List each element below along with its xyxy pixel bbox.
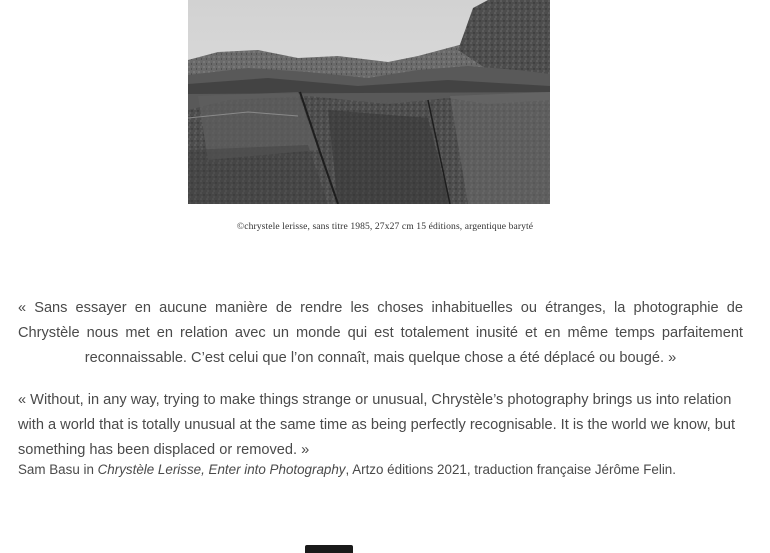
book-title: Chrystèle Lerisse, Enter into Photography xyxy=(97,462,346,477)
quote-french: « Sans essayer en aucune manière de rendre les choses inhabituelles ou étranges, la photographie de Chrystèle nous met en relation avec un monde qui est totalement inusité et en même temps parfaitement reconnaissable. C’est celui que l’on connaît, mais quelque chose a été déplacé ou bougé. » xyxy=(18,299,743,366)
photo-caption: ©chrystele lerisse, sans titre 1985, 27x27 cm 15 éditions, argentique baryté xyxy=(236,221,534,232)
quote-credit xyxy=(18,459,758,481)
rock-photograph-image xyxy=(188,0,550,204)
quote-english: « Without, in any way, trying to make things strange or unusual, Chrystèle’s photography brings us into relation with a world that is totally unusual at the same time as being perfectly recognisable. It is the world we know, but something has been displaced or removed. » xyxy=(18,391,736,458)
credit-suffix: , Artzo éditions 2021, traduction française Jérôme Felin. xyxy=(345,462,676,477)
credit-prefix: Sam Basu in xyxy=(18,462,98,477)
rock-photograph xyxy=(188,0,550,204)
logo-mark xyxy=(305,545,353,553)
